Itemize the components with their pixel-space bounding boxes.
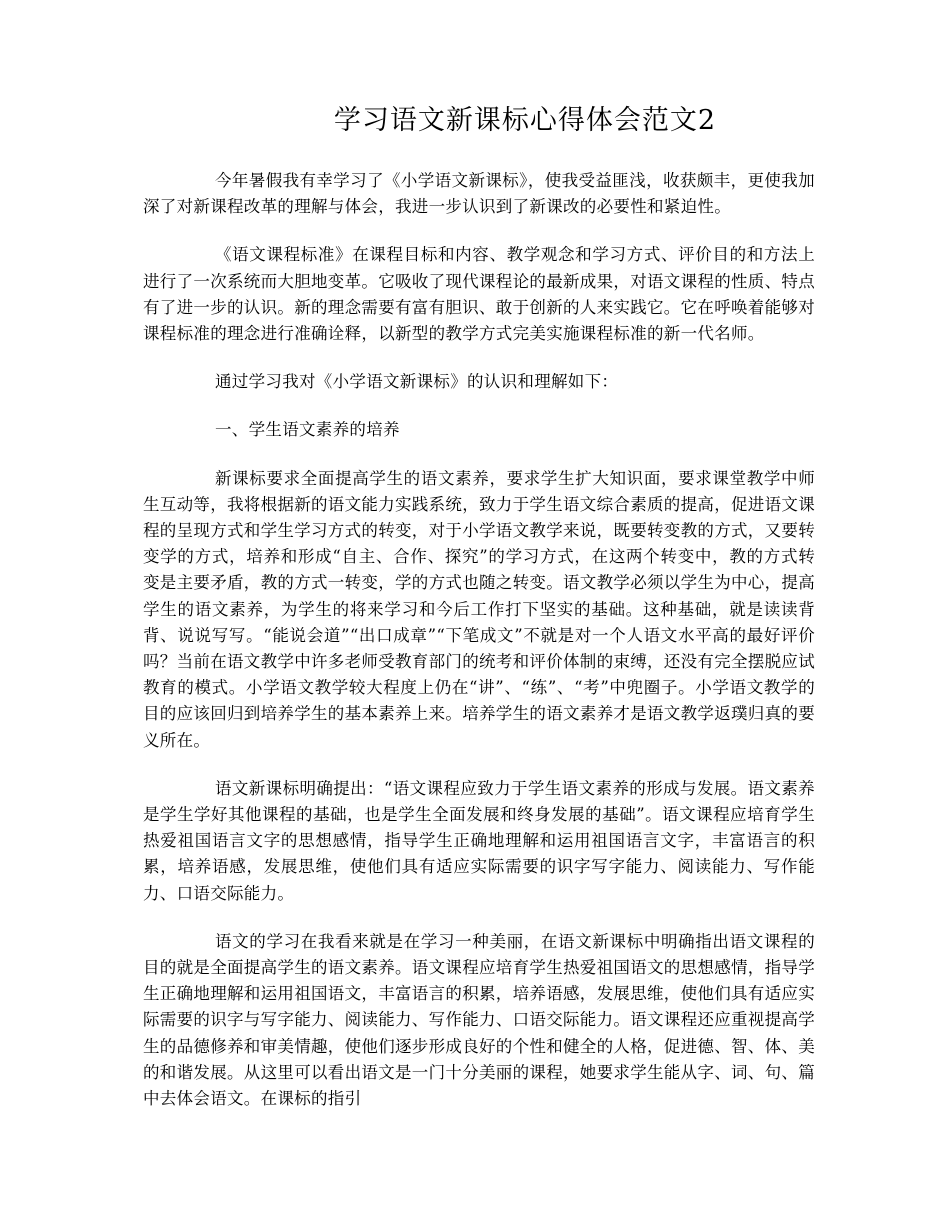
paragraph-beauty-of-chinese: 语文的学习在我看来就是在学习一种美丽，在语文新课标中明确指出语文课程的目的就是全面提高学生的语文素养。语文课程应培育学生热爱祖国语文的思想感情，指导学生正确地理解和运用祖国语文，丰富语言的积累，培养语感，发展思维，使他们具有适应实际需要的识字与写字能力、阅读能力、写作能力、口语交际能力。语文课程还应重视提高学生的品德修养和审美情趣，使他们逐步形成良好的个性和健全的人格，促进德、智、体、美的和谐发展。从这里可以看出语文是一门十分美丽的课程，她要求学生能从字、词、句、篇中去体会语文。在课标的指引 <box>143 931 815 1109</box>
paragraph-understanding: 通过学习我对《小学语文新课标》的认识和理解如下： <box>215 372 619 392</box>
paragraph-literacy-definition: 语文新课标明确提出：“语文课程应致力于学生语文素养的形成与发展。语文素养是学生学好其他课程的基础，也是学生全面发展和终身发展的基础”。语文课程应培育学生热爱祖国语言文字的思想感情，指导学生正确地理解和运用祖国语言文字，丰富语言的积累，培养语感，发展思维，使他们具有适应实际需要的识字写字能力、阅读能力、写作能力、口语交际能力。 <box>143 778 815 903</box>
paragraph-curriculum-standard: 《语文课程标准》在课程目标和内容、教学观念和学习方式、评价目的和方法上进行了一次系统而大胆地变革。它吸收了现代课程论的最新成果，对语文课程的性质、特点有了进一步的认识。新的理念需要有富有胆识、敢于创新的人来实践它。它在呼唤着能够对课程标准的理念进行准确诠释，以新型的教学方式完美实施课程标准的新一代名师。 <box>143 245 815 344</box>
document-title: 学习语文新课标心得体会范文2 <box>333 105 717 136</box>
paragraph-intro: 今年暑假我有幸学习了《小学语文新课标》，使我受益匪浅，收获颇丰，更使我加深了对新课程改革的理解与体会，我进一步认识到了新课改的必要性和紧迫性。 <box>143 171 815 217</box>
paragraph-literacy-requirements: 新课标要求全面提高学生的语文素养，要求学生扩大知识面，要求课堂教学中师生互动等，我将根据新的语文能力实践系统，致力于学生语文综合素质的提高，促进语文课程的呈现方式和学生学习方式的转变，对于小学语文教学来说，既要转变教的方式，又要转变学的方式，培养和形成“自主、合作、探究”的学习方式，在这两个转变中，教的方式转变是主要矛盾，教的方式一转变，学的方式也随之转变。语文教学必须以学生为中心，提高学生的语文素养，为学生的将来学习和今后工作打下坚实的基础。这种基础，就是读读背背、说说写写。“能说会道”“出口成章”“下笔成文”不就是对一个人语文水平高的最好评价吗？当前在语文教学中许多老师受教育部门的统考和评价体制的束缚，还没有完全摆脱应试教育的模式。小学语文教学较大程度上仍在“讲”、“练”、“考”中兜圈子。小学语文教学的目的应该回归到培养学生的基本素养上来。培养学生的语文素养才是语文教学返璞归真的要义所在。 <box>143 468 815 750</box>
section-heading-literacy: 一、学生语文素养的培养 <box>215 420 400 440</box>
document-body <box>143 168 815 1134</box>
